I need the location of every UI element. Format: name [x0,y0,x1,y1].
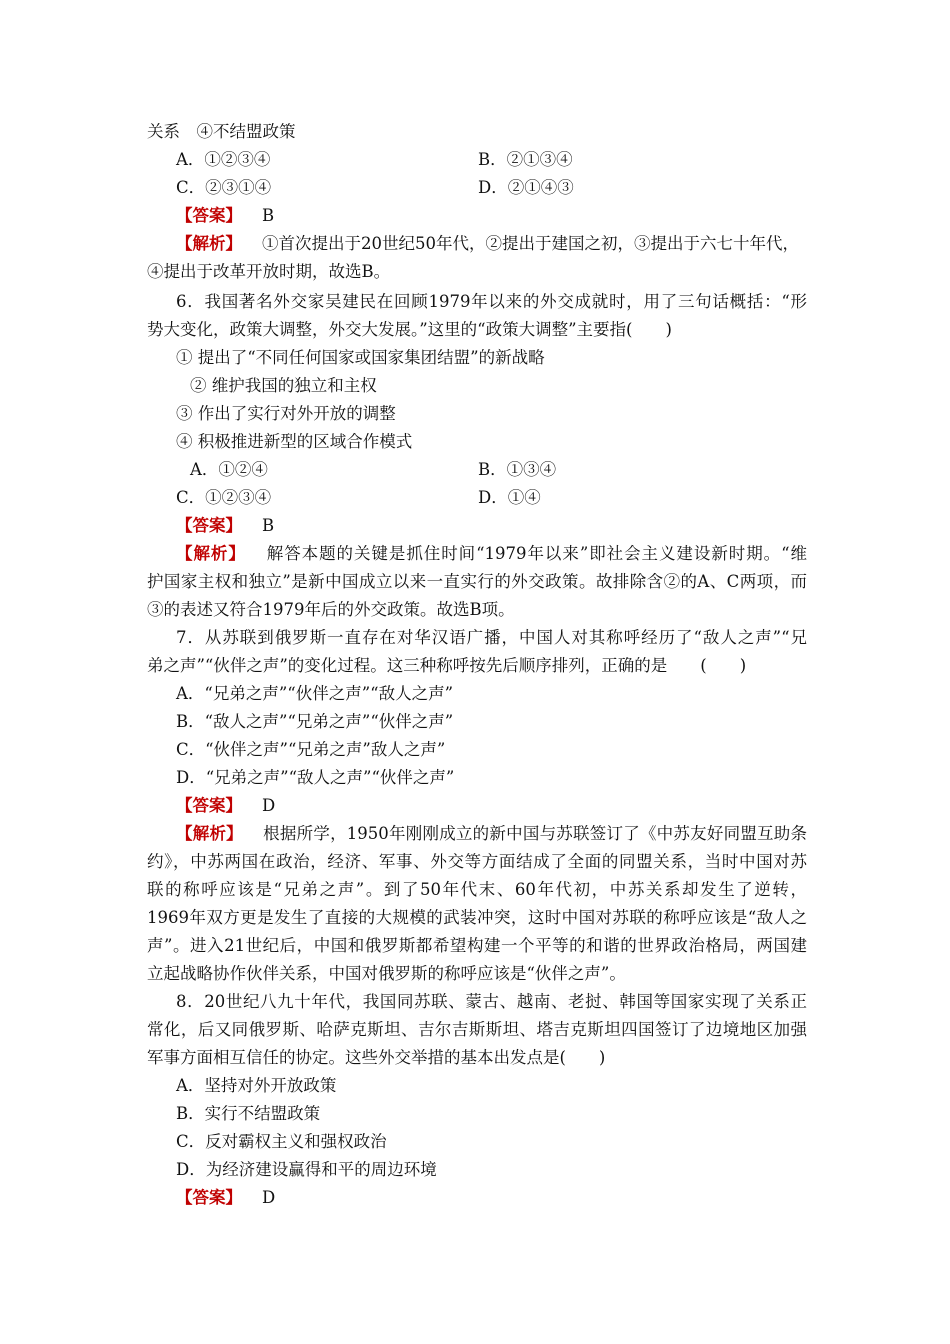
text-line: 关系 ④不结盟政策 [147,122,296,141]
analysis-line: 【解析】 ①首次提出于20世纪50年代，②提出于建国之初，③提出于六七十年代， [176,234,799,253]
option-b: B．②①③④ [478,150,573,169]
answer-label: 【答案】 [176,516,242,535]
option-c: C．“伙伴之声”“兄弟之声”敌人之声” [176,740,446,759]
analysis-label: 【解析】 [176,824,243,843]
analysis-line: 【解析】 解答本题的关键是抓住时间“1979年以来”即社会主义建设新时期。“维 [176,544,807,563]
option-d: D．“兄弟之声”“敌人之声”“伙伴之声” [176,768,455,787]
answer-label: 【答案】 [176,796,242,815]
text-line: 声”。进入21世纪后，中国和俄罗斯都希望构建一个平等的和谐的世界政治格局，两国建 [147,936,807,955]
text-line: ① 提出了“不同任何国家或国家集团结盟”的新战略 [176,348,545,367]
text-line: 联的称呼应该是“兄弟之声”。到了50年代末、60年代初，中苏关系却发生了逆转， [147,880,807,899]
options-row [176,174,836,202]
answer-value: B [262,516,275,535]
options-row [176,146,836,174]
text-line: 势大变化，政策大调整，外交大发展。”这里的“政策大调整”主要指( ) [147,320,672,339]
text-line: 立起战略协作伙伴关系，中国对俄罗斯的称呼应该是“伙伴之声”。 [147,964,626,983]
question-7-stem: 7．从苏联到俄罗斯一直存在对华汉语广播，中国人对其称呼经历了“敌人之声”“兄 [176,628,807,647]
text-line: ③的表述又符合1979年后的外交政策。故选B项。 [147,600,515,619]
text-line: ② 维护我国的独立和主权 [190,376,377,395]
text-line: 弟之声”“伙伴之声”的变化过程。这三种称呼按先后顺序排列，正确的是 ( ) [147,656,747,675]
text-line: 护国家主权和独立”是新中国成立以来一直实行的外交政策。故排除含②的A、C两项，而 [147,572,807,591]
answer-line [176,512,836,540]
options-row [176,484,836,512]
answer-line [176,202,836,230]
text-line: 约》，中苏两国在政治，经济、军事、外交等方面结成了全面的同盟关系，当时中国对苏 [147,852,807,871]
question-6-stem: 6．我国著名外交家吴建民在回顾1979年以来的外交成就时，用了三句话概括：“形 [176,292,807,311]
option-d: D．为经济建设赢得和平的周边环境 [176,1160,437,1179]
text-line: 常化，后又同俄罗斯、哈萨克斯坦、吉尔吉斯斯坦、塔吉克斯坦四国签订了边境地区加强 [147,1020,807,1039]
option-d: D．①④ [478,488,541,507]
option-c: C．反对霸权主义和强权政治 [176,1132,387,1151]
analysis-line: 【解析】 根据所学，1950年刚刚成立的新中国与苏联签订了《中苏友好同盟互助条 [176,824,807,843]
option-b: B．①③④ [478,460,557,479]
options-row [190,456,850,484]
option-b: B．“敌人之声”“兄弟之声”“伙伴之声” [176,712,454,731]
option-c: C．②③①④ [176,178,272,197]
option-a: A．“兄弟之声”“伙伴之声”“敌人之声” [176,684,454,703]
analysis-label: 【解析】 [176,544,246,563]
option-d: D．②①④③ [478,178,574,197]
option-a: A．①②③④ [176,150,271,169]
text-line: ④提出于改革开放时期，故选B。 [147,262,391,281]
option-b: B．实行不结盟政策 [176,1104,321,1123]
text-line: ③ 作出了实行对外开放的调整 [176,404,396,423]
option-c: C．①②③④ [176,488,272,507]
text-line: 1969年双方更是发生了直接的大规模的武装冲突，这时中国对苏联的称呼应该是“敌人之 [147,908,807,927]
text-line: ④ 积极推进新型的区域合作模式 [176,432,413,451]
answer-label: 【答案】 [176,206,242,225]
question-8-stem: 8．20世纪八九十年代，我国同苏联、蒙古、越南、老挝、韩国等国家实现了关系正 [176,992,807,1011]
answer-label: 【答案】 [176,1188,242,1207]
option-a: A．坚持对外开放政策 [176,1076,337,1095]
answer-value: D [262,796,276,815]
answer-line [176,792,836,820]
answer-value: B [262,206,275,225]
analysis-label: 【解析】 [176,234,242,253]
answer-value: D [262,1188,276,1207]
answer-line [176,1184,836,1212]
option-a: A．①②④ [190,460,268,479]
text-line: 军事方面相互信任的协定。这些外交举措的基本出发点是( ) [147,1048,606,1067]
